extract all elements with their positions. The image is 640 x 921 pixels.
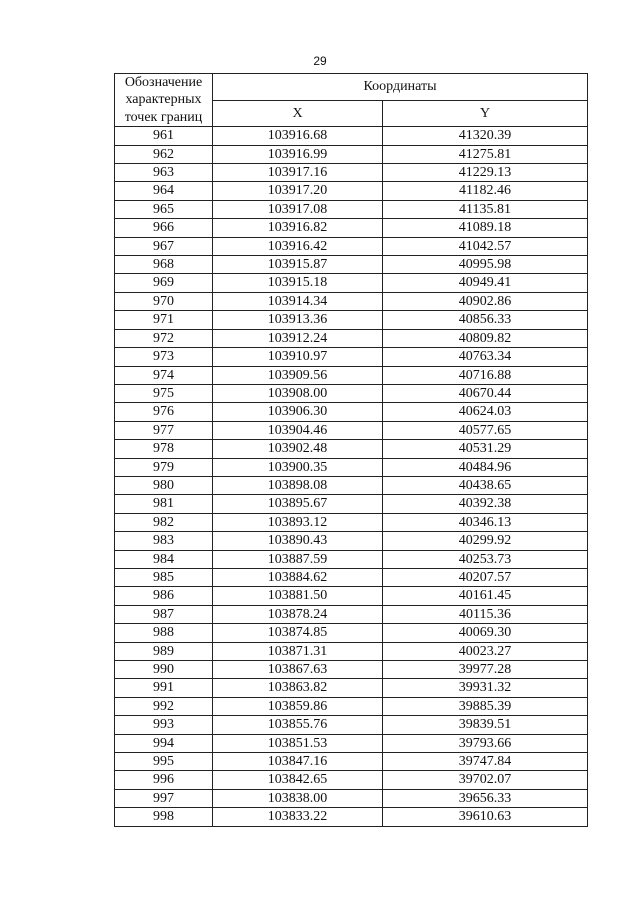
y-coordinate-cell: 39885.39 xyxy=(383,697,588,715)
table-row xyxy=(115,679,588,697)
x-coordinate-cell: 103900.35 xyxy=(213,458,383,476)
y-coordinate-cell: 40115.36 xyxy=(383,605,588,623)
y-coordinate-cell: 40949.41 xyxy=(383,274,588,292)
y-coordinate-cell: 41042.57 xyxy=(383,237,588,255)
point-id-cell: 971 xyxy=(115,311,213,329)
point-id-cell: 995 xyxy=(115,753,213,771)
table-row xyxy=(115,458,588,476)
x-coordinate-cell: 103884.62 xyxy=(213,568,383,586)
point-id-cell: 978 xyxy=(115,440,213,458)
point-id-cell: 991 xyxy=(115,679,213,697)
point-id-cell: 977 xyxy=(115,421,213,439)
table-row xyxy=(115,403,588,421)
x-coordinate-cell: 103917.16 xyxy=(213,164,383,182)
table-row xyxy=(115,550,588,568)
x-coordinate-cell: 103916.68 xyxy=(213,127,383,145)
x-coordinate-cell: 103851.53 xyxy=(213,734,383,752)
table-row xyxy=(115,605,588,623)
point-id-cell: 993 xyxy=(115,716,213,734)
point-id-cell: 996 xyxy=(115,771,213,789)
point-label-header-line-1: Обозначение xyxy=(124,75,203,90)
table-row xyxy=(115,329,588,347)
table-row xyxy=(115,366,588,384)
point-id-cell: 986 xyxy=(115,587,213,605)
table-row xyxy=(115,661,588,679)
point-label-header-line-2: характерных xyxy=(125,92,202,108)
x-coordinate-cell: 103908.00 xyxy=(213,384,383,402)
x-coordinate-cell: 103855.76 xyxy=(213,716,383,734)
table-row xyxy=(115,697,588,715)
table-row xyxy=(115,348,588,366)
y-coordinate-cell: 40763.34 xyxy=(383,348,588,366)
y-coordinate-cell: 39656.33 xyxy=(383,789,588,807)
point-label-header-line-3: точек границ xyxy=(124,109,203,125)
table-row xyxy=(115,200,588,218)
x-coordinate-cell: 103910.97 xyxy=(213,348,383,366)
table-row xyxy=(115,513,588,531)
point-id-cell: 974 xyxy=(115,366,213,384)
point-id-cell: 961 xyxy=(115,127,213,145)
table-row xyxy=(115,753,588,771)
table-row xyxy=(115,624,588,642)
table-row xyxy=(115,808,588,826)
x-coordinate-cell: 103914.34 xyxy=(213,292,383,310)
x-coordinate-cell: 103906.30 xyxy=(213,403,383,421)
y-coordinate-cell: 40438.65 xyxy=(383,476,588,494)
y-coordinate-cell: 40902.86 xyxy=(383,292,588,310)
y-coordinate-cell: 41089.18 xyxy=(383,219,588,237)
table-row xyxy=(115,771,588,789)
point-id-cell: 981 xyxy=(115,495,213,513)
x-coordinate-cell: 103916.99 xyxy=(213,145,383,163)
point-id-cell: 969 xyxy=(115,274,213,292)
table-row xyxy=(115,127,588,145)
point-id-cell: 987 xyxy=(115,605,213,623)
table-row xyxy=(115,182,588,200)
y-coordinate-cell: 41182.46 xyxy=(383,182,588,200)
y-coordinate-cell: 40207.57 xyxy=(383,568,588,586)
table-row xyxy=(115,716,588,734)
x-coordinate-cell: 103915.87 xyxy=(213,256,383,274)
x-coordinate-cell: 103916.42 xyxy=(213,237,383,255)
x-coordinate-cell: 103859.86 xyxy=(213,697,383,715)
y-coordinate-cell: 40577.65 xyxy=(383,421,588,439)
point-id-cell: 990 xyxy=(115,661,213,679)
point-id-cell: 975 xyxy=(115,384,213,402)
table-row xyxy=(115,734,588,752)
x-coordinate-cell: 103847.16 xyxy=(213,753,383,771)
x-coordinate-cell: 103893.12 xyxy=(213,513,383,531)
y-coordinate-cell: 40716.88 xyxy=(383,366,588,384)
coordinates-table xyxy=(114,73,588,827)
y-coordinate-cell: 40253.73 xyxy=(383,550,588,568)
table-row xyxy=(115,642,588,660)
x-coordinate-cell: 103838.00 xyxy=(213,789,383,807)
table-row xyxy=(115,256,588,274)
x-coordinate-cell: 103863.82 xyxy=(213,679,383,697)
y-coordinate-cell: 40161.45 xyxy=(383,587,588,605)
y-coordinate-cell: 40856.33 xyxy=(383,311,588,329)
y-coordinate-cell: 40670.44 xyxy=(383,384,588,402)
y-coordinate-cell: 39977.28 xyxy=(383,661,588,679)
table-row xyxy=(115,568,588,586)
y-coordinate-cell: 40299.92 xyxy=(383,532,588,550)
y-coordinate-cell: 40069.30 xyxy=(383,624,588,642)
point-id-cell: 962 xyxy=(115,145,213,163)
table-row xyxy=(115,237,588,255)
y-coordinate-cell: 39747.84 xyxy=(383,753,588,771)
x-coordinate-cell: 103842.65 xyxy=(213,771,383,789)
point-id-cell: 989 xyxy=(115,642,213,660)
y-coordinate-cell: 40624.03 xyxy=(383,403,588,421)
table-row xyxy=(115,532,588,550)
table-row xyxy=(115,292,588,310)
point-id-cell: 966 xyxy=(115,219,213,237)
x-coordinate-cell: 103902.48 xyxy=(213,440,383,458)
point-id-cell: 985 xyxy=(115,568,213,586)
x-coordinate-cell: 103917.08 xyxy=(213,200,383,218)
x-coordinate-cell: 103913.36 xyxy=(213,311,383,329)
point-id-cell: 976 xyxy=(115,403,213,421)
x-coordinate-cell: 103871.31 xyxy=(213,642,383,660)
x-coordinate-cell: 103881.50 xyxy=(213,587,383,605)
table-body xyxy=(115,127,588,826)
table-row xyxy=(115,164,588,182)
x-coordinate-cell: 103887.59 xyxy=(213,550,383,568)
x-coordinate-cell: 103916.82 xyxy=(213,219,383,237)
y-coordinate-cell: 40995.98 xyxy=(383,256,588,274)
y-coordinate-cell: 39839.51 xyxy=(383,716,588,734)
y-coordinate-cell: 39702.07 xyxy=(383,771,588,789)
y-coordinate-cell: 40392.38 xyxy=(383,495,588,513)
x-coordinate-cell: 103917.20 xyxy=(213,182,383,200)
point-id-cell: 965 xyxy=(115,200,213,218)
table-row xyxy=(115,311,588,329)
point-id-cell: 964 xyxy=(115,182,213,200)
point-id-cell: 988 xyxy=(115,624,213,642)
x-coordinate-cell: 103895.67 xyxy=(213,495,383,513)
table-row xyxy=(115,145,588,163)
x-coordinate-cell: 103874.85 xyxy=(213,624,383,642)
x-coordinate-cell: 103912.24 xyxy=(213,329,383,347)
x-coordinate-cell: 103867.63 xyxy=(213,661,383,679)
point-id-cell: 979 xyxy=(115,458,213,476)
x-coordinate-cell: 103904.46 xyxy=(213,421,383,439)
y-coordinate-cell: 39610.63 xyxy=(383,808,588,826)
table-row xyxy=(115,495,588,513)
y-coordinate-cell: 39931.32 xyxy=(383,679,588,697)
x-column-header: X xyxy=(213,100,383,127)
x-coordinate-cell: 103890.43 xyxy=(213,532,383,550)
y-coordinate-cell: 40484.96 xyxy=(383,458,588,476)
point-id-cell: 994 xyxy=(115,734,213,752)
point-id-cell: 983 xyxy=(115,532,213,550)
y-coordinate-cell: 40023.27 xyxy=(383,642,588,660)
point-id-cell: 980 xyxy=(115,476,213,494)
table-row xyxy=(115,421,588,439)
point-id-cell: 982 xyxy=(115,513,213,531)
y-coordinate-cell: 40531.29 xyxy=(383,440,588,458)
point-id-cell: 963 xyxy=(115,164,213,182)
table-row xyxy=(115,219,588,237)
x-coordinate-cell: 103833.22 xyxy=(213,808,383,826)
table-row xyxy=(115,476,588,494)
table-row xyxy=(115,587,588,605)
x-coordinate-cell: 103909.56 xyxy=(213,366,383,384)
table-row xyxy=(115,789,588,807)
point-id-cell: 972 xyxy=(115,329,213,347)
point-id-cell: 984 xyxy=(115,550,213,568)
coordinates-header: Координаты xyxy=(213,74,588,101)
y-coordinate-cell: 41229.13 xyxy=(383,164,588,182)
point-id-cell: 992 xyxy=(115,697,213,715)
table-header xyxy=(115,74,588,127)
y-coordinate-cell: 41320.39 xyxy=(383,127,588,145)
point-label-header xyxy=(115,74,213,127)
point-id-cell: 998 xyxy=(115,808,213,826)
y-coordinate-cell: 41135.81 xyxy=(383,200,588,218)
point-id-cell: 967 xyxy=(115,237,213,255)
x-coordinate-cell: 103878.24 xyxy=(213,605,383,623)
y-coordinate-cell: 39793.66 xyxy=(383,734,588,752)
x-coordinate-cell: 103898.08 xyxy=(213,476,383,494)
x-coordinate-cell: 103915.18 xyxy=(213,274,383,292)
point-id-cell: 997 xyxy=(115,789,213,807)
y-coordinate-cell: 40346.13 xyxy=(383,513,588,531)
table-row xyxy=(115,274,588,292)
table-row xyxy=(115,440,588,458)
point-id-cell: 970 xyxy=(115,292,213,310)
y-column-header: Y xyxy=(383,100,588,127)
table-row xyxy=(115,384,588,402)
point-id-cell: 968 xyxy=(115,256,213,274)
page-number: 29 xyxy=(313,54,327,68)
point-id-cell: 973 xyxy=(115,348,213,366)
y-coordinate-cell: 41275.81 xyxy=(383,145,588,163)
y-coordinate-cell: 40809.82 xyxy=(383,329,588,347)
